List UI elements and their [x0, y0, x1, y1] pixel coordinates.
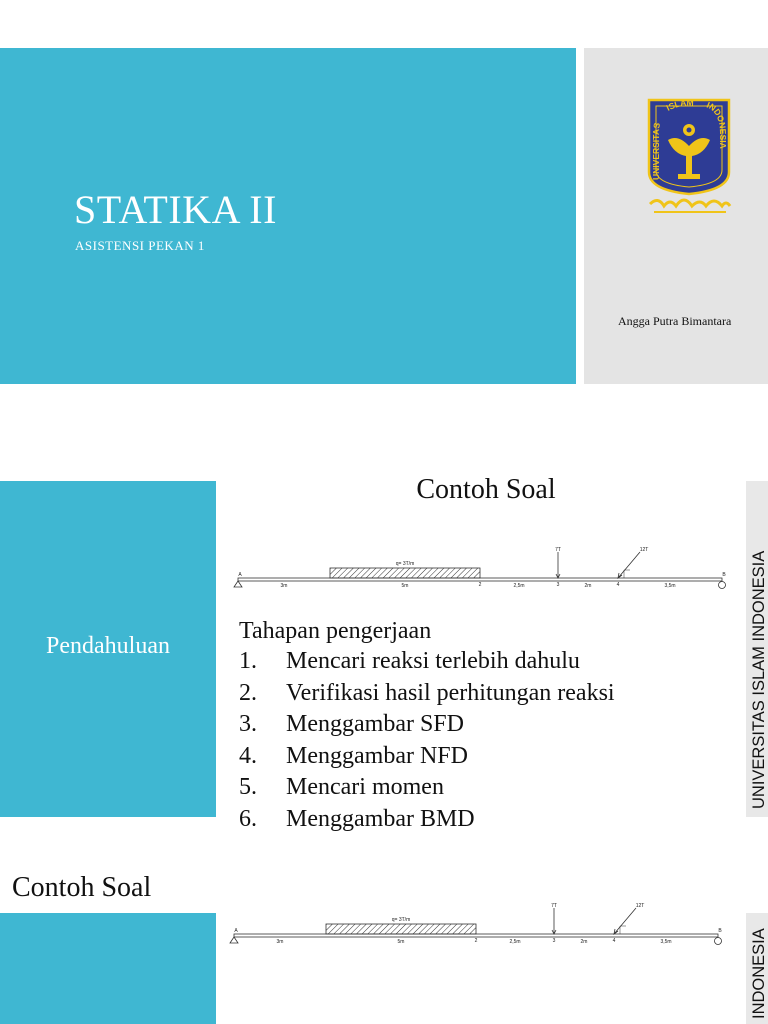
segment-label: 2m: [584, 583, 592, 589]
node-label: 2: [474, 938, 478, 944]
list-item: 5. Mencari momen: [239, 774, 444, 801]
roller-support-icon: [715, 938, 722, 945]
beam-diagram: [230, 544, 740, 600]
node-label: 3: [556, 582, 560, 588]
node-label: A: [234, 928, 238, 934]
slide-title: STATIKA II: [74, 187, 277, 232]
beam-body: [238, 578, 722, 581]
node-label: 2: [478, 582, 482, 588]
list-item: 1. Mencari reaksi terlebih dahulu: [239, 648, 580, 674]
node-label: 3: [552, 938, 556, 944]
section-panel-2: [0, 913, 216, 1024]
slide-subtitle: ASISTENSI PEKAN 1: [75, 238, 205, 253]
svg-text:UNIVERSITAS ISLAM INDONESIA: UNIVERSITAS ISLAM INDONESIA: [750, 550, 768, 809]
point-load-label: 12T: [635, 903, 645, 909]
inclined-load-arrow: [618, 552, 640, 578]
segment-label: 3,5m: [664, 583, 676, 589]
beam-diagram-2: [226, 900, 736, 956]
segment-label: 2,5m: [513, 583, 525, 589]
segment-label: 3m: [276, 939, 284, 945]
steps-heading: Tahapan pengerjaan: [239, 618, 432, 644]
distributed-load: [326, 924, 476, 934]
point-load-label: 12T: [639, 547, 649, 553]
inclined-load-arrow: [614, 908, 636, 934]
section-label: Pendahuluan: [46, 633, 170, 659]
list-item: 3. Menggambar SFD: [239, 711, 464, 738]
segment-label: 2m: [580, 939, 588, 945]
node-label: B: [718, 928, 722, 934]
author-name: Angga Putra Bimantara: [618, 314, 732, 328]
pin-support-icon: [230, 937, 238, 943]
point-load-label: 7T: [551, 903, 557, 909]
logo-text-left: UNIVERSITAS: [650, 122, 662, 180]
example-title: Contoh Soal: [416, 474, 556, 505]
node-label: 4: [616, 582, 620, 588]
segment-label: 3,5m: [660, 939, 672, 945]
distributed-load: [330, 568, 480, 578]
svg-text:INDONESIA: INDONESIA: [750, 928, 768, 1019]
load-label: q= 3T/m: [395, 561, 415, 567]
load-label: q= 3T/m: [391, 917, 411, 923]
list-item: 2. Verifikasi hasil perhitungan reaksi: [239, 679, 615, 706]
node-label: A: [238, 572, 242, 578]
point-load-label: 7T: [555, 547, 561, 553]
list-item: 4. Menggambar NFD: [239, 742, 468, 769]
logo-text-right: INDONESIA: [705, 99, 729, 149]
logo-text-top: ISLAM: [664, 97, 694, 113]
segment-label: 3m: [280, 583, 288, 589]
university-sidebar-text-2: [744, 913, 768, 1024]
beam-body: [234, 934, 718, 937]
node-label: B: [722, 572, 726, 578]
segment-label: 5m: [401, 583, 409, 589]
segment-label: 2,5m: [509, 939, 521, 945]
segment-label: 5m: [397, 939, 405, 945]
example-title-2: Contoh Soal: [12, 872, 152, 903]
steps-list: [239, 646, 649, 836]
pin-support-icon: [234, 581, 242, 587]
university-logo-icon: [644, 94, 734, 218]
node-label: 4: [612, 938, 616, 944]
roller-support-icon: [719, 582, 726, 589]
university-sidebar-text: [744, 481, 768, 817]
list-item: 6. Menggambar BMD: [239, 805, 475, 832]
